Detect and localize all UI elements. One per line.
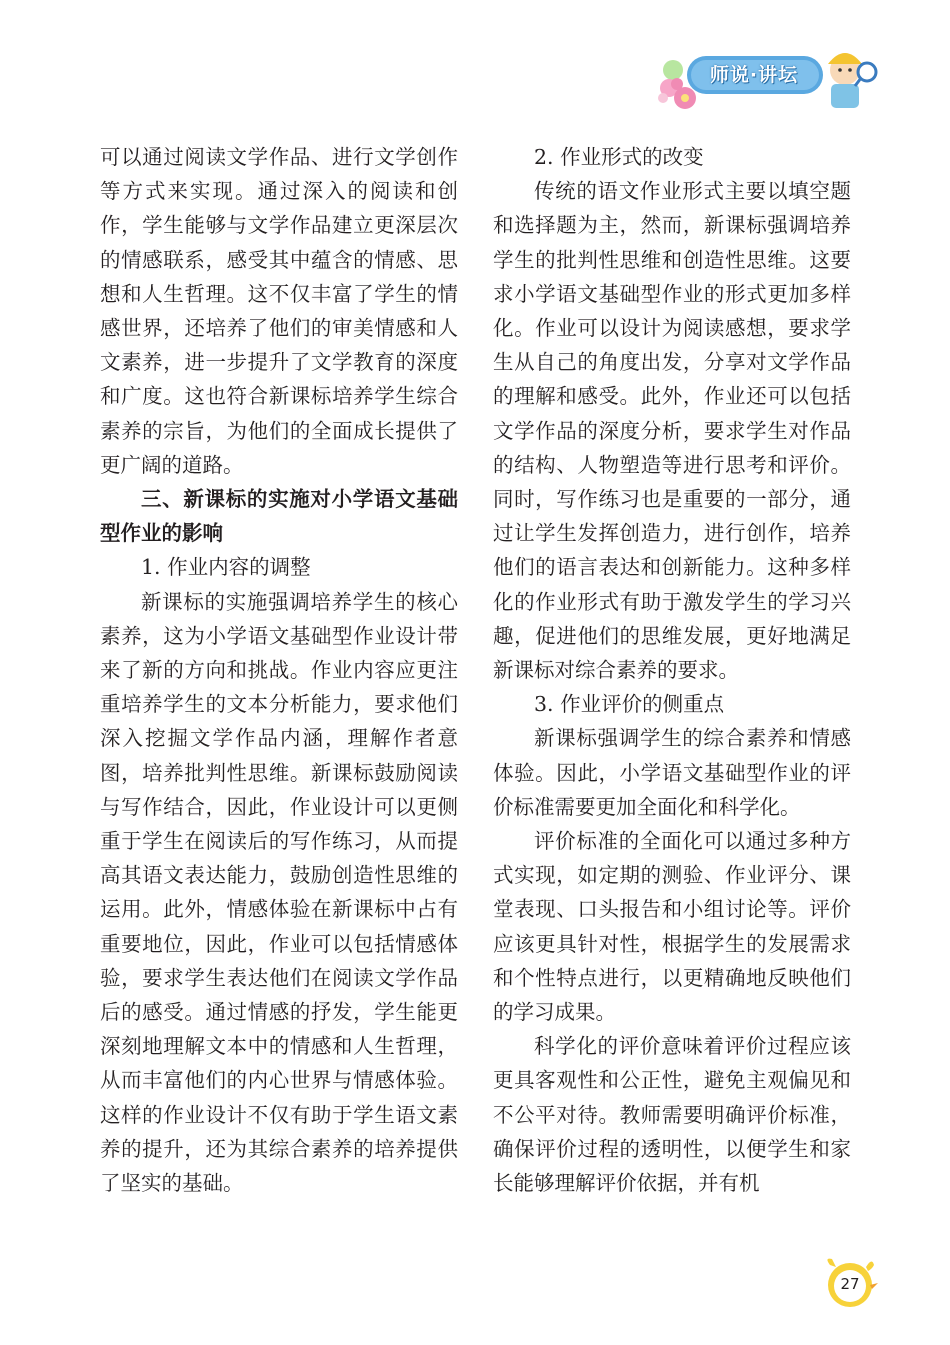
column-badge xyxy=(655,40,885,120)
paragraph: 传统的语文作业形式主要以填空题和选择题为主，然而，新课标强调培养学生的批判性思维和创造性思维。这要求小学语文基础型作业的形式更加多样化。作业可以设计为阅读感想，要求学生从自己的角度出发，分享对文学作品的理解和感受。此外，作业还可以包括文学作品的深度分析，要求学生对作品的结构、人物塑造等进行思考和评价。同时，写作练习也是重要的一部分，通过让学生发挥创造力，进行创作，培养他们的语言表达和创新能力。这种多样化的作业形式有助于激发学生的学习兴趣，促进他们的思维发展，更好地满足新课标对综合素养的要求。 xyxy=(493,179,851,683)
right-column xyxy=(493,140,851,1200)
subheading: 1. 作业内容的调整 xyxy=(141,555,311,580)
page-number: 27 xyxy=(840,1275,860,1293)
paragraph: 可以通过阅读文学作品、进行文学创作等方式来实现。通过深入的阅读和创作，学生能够与文学作品建立更深层次的情感联系，感受其中蕴含的情感、思想和人生哲理。这不仅丰富了学生的情感世界，还培养了他们的审美情感和人文素养，进一步提升了文学教育的深度和广度。这也符合新课标培养学生综合素养的宗旨，为他们的全面成长提供了更广阔的道路。 xyxy=(100,145,458,477)
subheading: 2. 作业形式的改变 xyxy=(534,145,704,169)
subheading: 3. 作业评价的侧重点 xyxy=(534,692,725,717)
paragraph: 评价标准的全面化可以通过多种方式实现，如定期的测验、作业评分、课堂表现、口头报告和小组讨论等。评价应该更具针对性，根据学生的发展需求和个性特点进行，以更精确地反映他们的学习成果。 xyxy=(493,829,851,1025)
column-label: 师说·讲坛 xyxy=(709,64,799,86)
paragraph: 科学化的评价意味着评价过程应该更具客观性和公正性，避免主观偏见和不公平对待。教师需要明确评价标准，确保评价过程的透明性，以便学生和家长能够理解评价依据，并有机 xyxy=(493,1034,851,1196)
left-column xyxy=(100,140,458,1200)
section-heading: 三、新课标的实施对小学语文基础型作业的影响 xyxy=(100,487,458,546)
page-number-badge xyxy=(820,1255,882,1311)
paragraph: 新课标的实施强调培养学生的核心素养，这为小学语文基础型作业设计带来了新的方向和挑战。作业内容应更注重培养学生的文本分析能力，要求他们深入挖掘文学作品内涵，理解作者意图，培养批判性思维。新课标鼓励阅读与写作结合，因此，作业设计可以更侧重于学生在阅读后的写作练习，从而提高其语文表达能力，鼓励创造性思维的运用。此外，情感体验在新课标中占有重要地位，因此，作业可以包括情感体验，要求学生表达他们在阅读文学作品后的感受。通过情感的抒发，学生能更深刻地理解文本中的情感和人生哲理，从而丰富他们的内心世界与情感体验。这样的作业设计不仅有助于学生语文素养的提升，还为其综合素养的培养提供了坚实的基础。 xyxy=(100,589,458,1196)
paragraph: 新课标强调学生的综合素养和情感体验。因此，小学语文基础型作业的评价标准需要更加全面化和科学化。 xyxy=(493,726,851,819)
